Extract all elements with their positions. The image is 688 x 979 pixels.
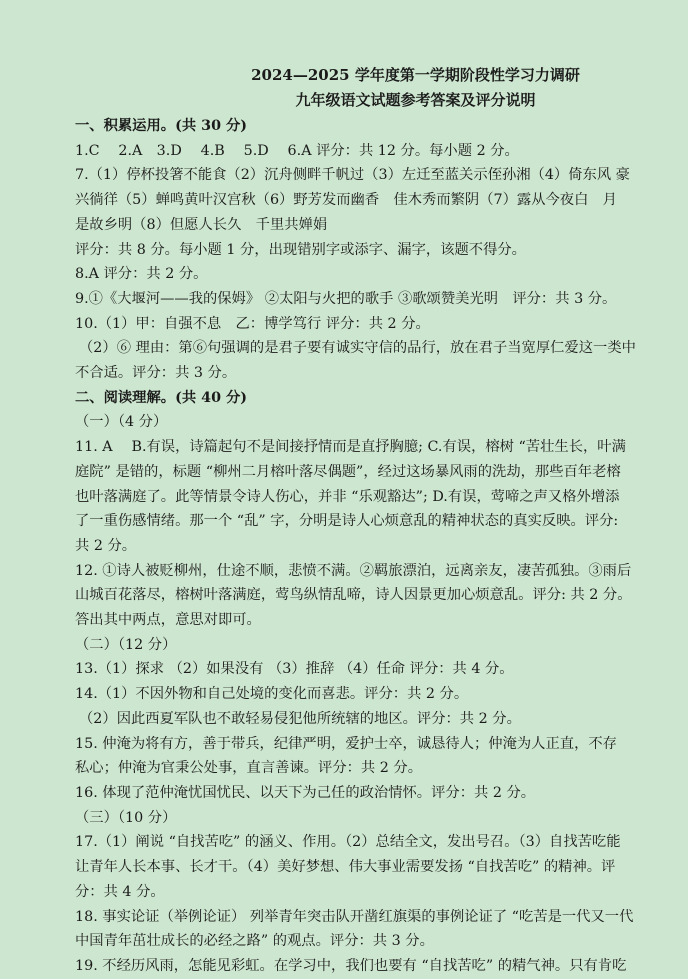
text-line: 山城百花落尽，榕树叶落满庭，莺鸟纵情乱啼，诗人因景更加心烦意乱。评分: 共 2 分。 [75,587,632,604]
text-line: 8.A 评分：共 2 分。 [75,266,208,283]
document-title: 2024—2025 学年度第一学期阶段性学习力调研 [251,66,580,84]
text-line: 评分：共 8 分。每小题 1 分，出现错别字或添字、漏字，该题不得分。 [75,241,526,258]
text-line: 1.C 2.A 3.D 4.B 5.D 6.A 评分：共 12 分。每小题 2 分。 [75,142,519,159]
text-line: 9.①《大堰河——我的保姆》 ②太阳与火把的歌手 ③歌颂赞美光明 评分：共 3 分。 [75,290,617,307]
text-line: 7.（1）停杯投箸不能食（2）沉舟侧畔千帆过（3）左迁至蓝关示侄孙湘（4）倚东风 豪 [75,167,630,184]
text-line: 16. 体现了范仲淹忧国忧民、以天下为己任的政治情怀。评分：共 2 分。 [75,784,536,801]
text-line: 17.（1）阐说 “自找苦吃” 的涵义、作用。（2）总结全文，发出号召。（3）自找苦吃能 [75,834,621,851]
text-line: 答出其中两点，意思对即可。 [75,612,261,629]
text-line: 15. 仲淹为将有方，善于带兵，纪律严明，爱护士卒，诚恳待人；仲淹为人正直，不存 [75,735,617,752]
answer-body [75,114,666,979]
text-line: 兴徜徉（5）蝉鸣黄叶汉宫秋（6）野芳发而幽香 佳木秀而繁阴（7）露从今夜白 月 [75,192,617,209]
text-line: 10.（1）甲：自强不息 乙：博学笃行 评分：共 2 分。 [75,315,430,332]
text-line: （三）（10 分） [75,809,177,826]
text-line: 私心；仲淹为官秉公处事，直言善谏。评分：共 2 分。 [75,760,423,777]
text-line: （2）⑥ 理由：第⑥句强调的是君子要有诚实守信的品行，放在君子当宽厚仁爱这一类中 [79,340,636,357]
text-line: 11. A B.有误，诗篇起句不是间接抒情而是直抒胸臆; C.有误，榕树 “苦壮生长，叶满 [75,439,626,456]
text-line: 12. ①诗人被贬柳州，仕途不顺，悲愤不满。②羁旅漂泊，远离亲友，凄苦孤独。③雨后 [75,562,632,579]
text-line: （2）因此西夏军队也不敢轻易侵犯他所统辖的地区。评分：共 2 分。 [79,710,521,727]
text-line: 19. 不经历风雨，怎能见彩虹。在学习中，我们也要有 “自找苦吃” 的精气神。只有肯吃 [75,957,627,974]
text-line: 了一重伤感情绪。那一个 “乱” 字，分明是诗人心烦意乱的精神状态的真实反映。评分: [75,513,619,530]
text-line: 也叶落满庭了。此等情景令诗人伤心，并非 “乐观豁达”; D.有误，莺啼之声又格外增添 [75,488,620,505]
text-line: （二）（12 分） [75,636,177,653]
text-line: 14.（1）不因外物和自己处境的变化而喜悲。评分：共 2 分。 [75,686,469,703]
section-heading: 二、阅读理解。(共 40 分) [75,389,248,406]
text-line: 中国青年茁壮成长的必经之路” 的观点。评分：共 3 分。 [75,933,434,950]
document-subtitle: 九年级语文试题参考答案及评分说明 [295,91,536,109]
text-line: 13.（1）探求 （2）如果没有 （3）推辞 （4）任命 评分：共 4 分。 [75,661,514,678]
text-line: 共 2 分。 [75,537,137,554]
text-line: 18. 事实论证（举例论证） 列举青年突击队开凿红旗渠的事例论证了 “吃苦是一代又一代 [75,908,634,925]
text-line: 不合适。评分：共 3 分。 [75,365,237,382]
section-heading: 一、积累运用。(共 30 分) [75,118,248,134]
text-line: 分：共 4 分。 [75,883,165,900]
text-line: （一）（4 分） [75,414,168,431]
text-line: 是故乡明（8）但愿人长久 千里共婵娟 [75,216,328,233]
text-line: 庭院” 是错的，标题 “柳州二月榕叶落尽偶题”，经过这场暴风雨的洗劫，那些百年老榕 [75,463,621,480]
text-line: 让青年人长本事、长才干。（4）美好梦想、伟大事业需要发扬 “自找苦吃” 的精神。评 [75,859,616,876]
